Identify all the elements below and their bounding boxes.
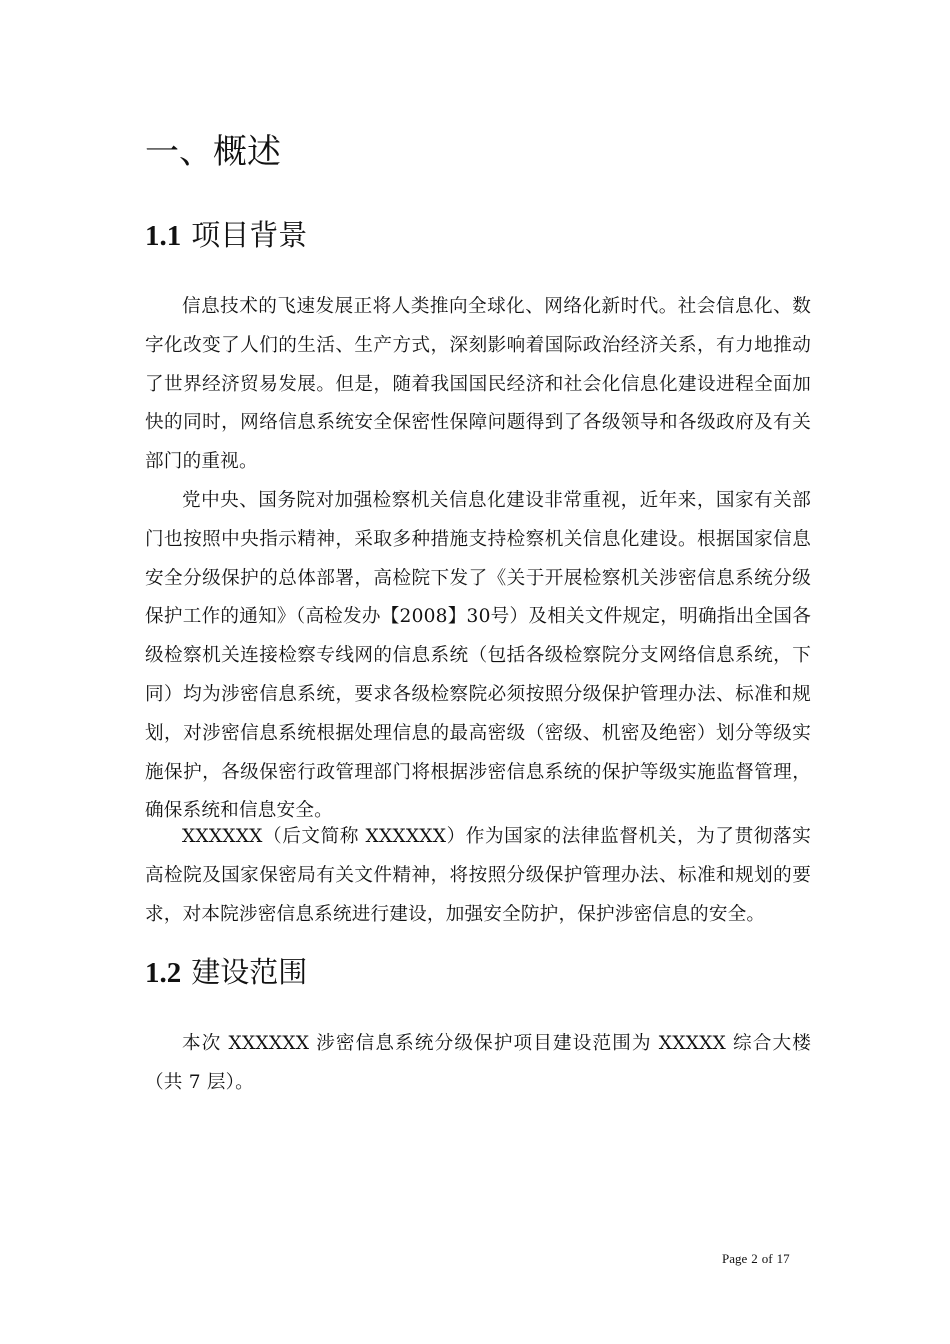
section-number: 1.1 — [145, 220, 182, 252]
total-pages-number: 17 — [776, 1251, 790, 1266]
section-title: 建设范围 — [191, 955, 308, 989]
body-paragraph: 本次 XXXXXX 涉密信息系统分级保护项目建设范围为 XXXXX 综合大楼（共 7 层）。 — [145, 1033, 811, 1093]
section-title: 项目背景 — [191, 218, 308, 252]
of-label: of — [761, 1251, 773, 1266]
section-number: 1.2 — [145, 957, 182, 989]
current-page-number: 2 — [751, 1251, 758, 1266]
section-heading-construction-scope — [145, 952, 307, 993]
body-paragraph: XXXXXX（后文简称 XXXXXX）作为国家的法律监督机关，为了贯彻落实高检院及国家保密局有关文件精神，将按照分级保护管理办法、标准和规划的要求，对本院涉密信息系统进行建设，加强安全防护，保护涉密信息的安全。 — [145, 826, 811, 925]
page-label: Page — [722, 1251, 748, 1266]
chapter-title: 一、概述 — [145, 132, 281, 172]
body-paragraph: 信息技术的飞速发展正将人类推向全球化、网络化新时代。社会信息化、数字化改变了人们的生活、生产方式，深刻影响着国际政治经济关系，有力地推动了世界经济贸易发展。但是，随着我国国民经济和社会化信息化建设进程全面加快的同时，网络信息系统安全保密性保障问题得到了各级领导和各级政府及有关部门的重视。 — [145, 296, 811, 473]
body-paragraph: 党中央、国务院对加强检察机关信息化建设非常重视，近年来，国家有关部门也按照中央指示精神，采取多种措施支持检察机关信息化建设。根据国家信息安全分级保护的总体部署，高检院下发了《关于开展检察机关涉密信息系统分级保护工作的通知》（高检发办【2008】30号）及相关文件规定，明确指出全国各级检察机关连接检察专线网的信息系统（包括各级检察院分支网络信息系统，下同）均为涉密信息系统，要求各级检察院必须按照分级保护管理办法、标准和规划，对涉密信息系统根据处理信息的最高密级（密级、机密及绝密）划分等级实施保护，各级保密行政管理部门将根据涉密信息系统的保护等级实施监督管理，确保系统和信息安全。 — [145, 490, 811, 822]
page-number-footer — [722, 1250, 794, 1268]
section-heading-project-background — [145, 215, 307, 256]
